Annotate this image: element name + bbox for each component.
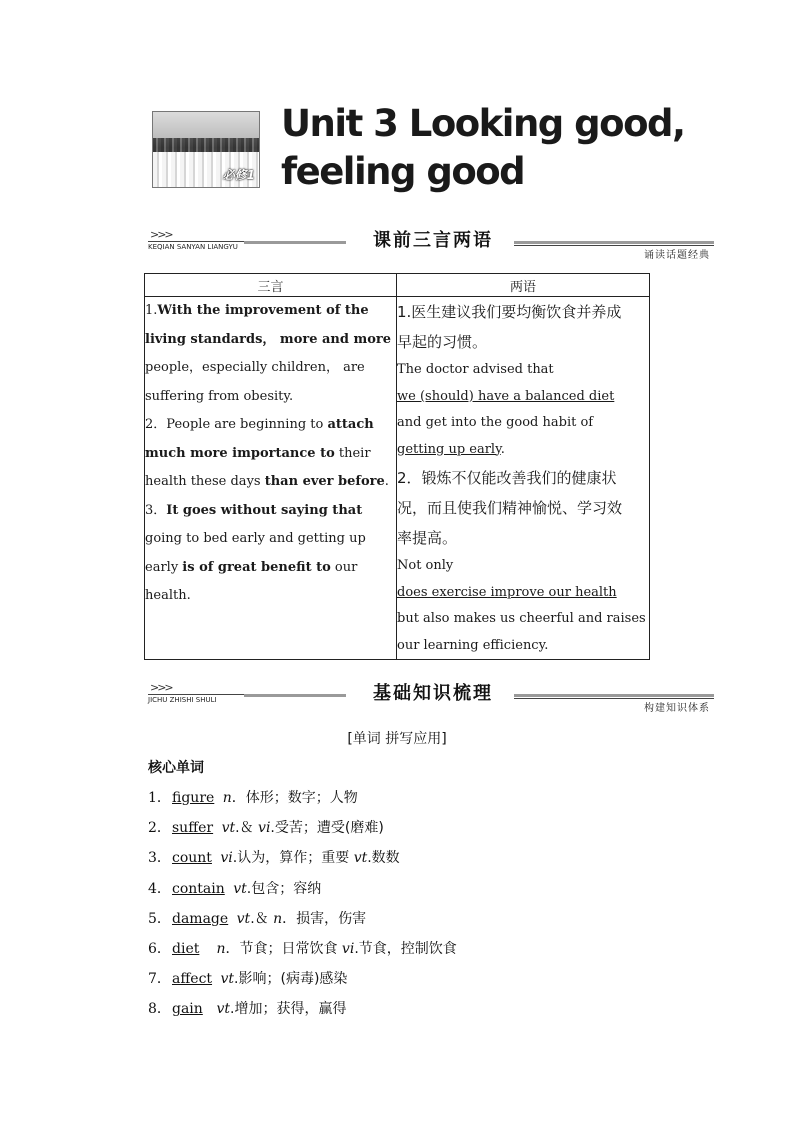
vocab-definition: ．损害，伤害 <box>282 910 367 927</box>
section-pinyin: KEQIAN SANYAN LIANGYU <box>148 243 238 251</box>
sentence-2-chinese: 率提高。 <box>397 529 458 547</box>
unit-title-line-2: feeling good <box>281 150 525 193</box>
treeline-graphic <box>153 138 259 152</box>
sentence-2-english: our learning efficiency. <box>397 637 549 653</box>
phrase-item-1: 1.With the improvement of the living standards， more and more people，especially children， are suffering from obesity. <box>145 303 392 404</box>
vocab-number: 3． <box>148 850 171 867</box>
phrase-item-3: 3．It goes without saying that going to bed early and getting up early is of great benefit to our health. <box>145 502 366 603</box>
divider-rule <box>514 241 714 244</box>
core-words-label: 核心单词 <box>148 760 204 776</box>
vocab-definition: .受苦；遭受(磨难) <box>270 820 384 837</box>
divider-rule <box>514 694 714 697</box>
part-of-speech: vt <box>353 850 368 867</box>
section-header-preclass <box>148 226 714 261</box>
vocab-subheading: [单词 拼写应用] <box>347 731 447 747</box>
answer-blank: does exercise improve our health <box>397 584 617 600</box>
vocab-definition: .影响；(病毒)感染 <box>234 971 348 988</box>
unit-title <box>281 100 701 196</box>
sentence-1-english: getting up early. <box>397 441 505 457</box>
vocab-number: 8． <box>148 1001 171 1018</box>
part-of-speech: vt <box>232 910 251 927</box>
vocab-item <box>148 906 708 936</box>
part-of-speech: n <box>212 940 226 957</box>
part-of-speech: n <box>218 790 232 806</box>
phrase-item-2: 2．People are beginning to attach much more importance to their health these days than ever before. <box>145 417 389 489</box>
sentence-1-chinese: 1.医生建议我们要均衡饮食并养成 <box>397 303 622 321</box>
vocab-item <box>148 876 708 906</box>
vocab-number: 5． <box>148 910 171 927</box>
vocab-definition: .增加；获得，赢得 <box>230 1001 347 1018</box>
sentence-1-english: and get into the good habit of <box>397 415 594 430</box>
vocab-item <box>148 815 708 845</box>
badge-label: 必修1 <box>222 168 255 182</box>
unit-title-line-1: Unit 3 Looking good, <box>281 102 685 145</box>
part-of-speech: vt <box>228 880 247 897</box>
sentence-2-chinese: 2．锻炼不仅能改善我们的健康状 <box>397 469 617 487</box>
vocab-number: 6． <box>148 940 171 957</box>
table-cell-left <box>145 297 397 660</box>
sentence-1-english: The doctor advised that <box>397 362 554 377</box>
vocab-word: count <box>172 850 212 867</box>
answer-blank: we (should) have a balanced diet <box>397 388 615 404</box>
sentence-1-chinese: 早起的习惯。 <box>397 333 488 351</box>
divider-rule <box>244 241 346 244</box>
sentence-2-english: but also makes us cheerful and raises <box>397 611 646 626</box>
vocab-word: contain <box>172 880 225 897</box>
vocab-item <box>148 936 708 966</box>
vocab-number: 7． <box>148 971 171 988</box>
vocab-item <box>148 966 708 996</box>
vocab-item <box>148 845 708 875</box>
table-header-right: 两语 <box>397 274 650 297</box>
part-of-speech: n <box>273 910 283 927</box>
sentence-2-chinese: 况，而且使我们精神愉悦、学习效 <box>397 499 623 517</box>
vocab-definition: .节食，控制饮食 <box>354 940 457 957</box>
table-cell-right <box>397 297 650 660</box>
section-header-basics <box>148 679 714 714</box>
vocab-word: diet <box>172 940 200 957</box>
part-of-speech: vi <box>258 820 271 837</box>
section-heading: 课前三言两语 <box>373 230 493 251</box>
vocab-definition: .认为，算作；重要 <box>232 850 354 867</box>
vocab-definition: .包含；容纳 <box>246 880 322 897</box>
vocab-definition: ．体形；数字；人物 <box>231 790 358 806</box>
table-header-left: 三言 <box>145 274 397 297</box>
chevron-icon: >>> <box>150 228 172 241</box>
vocab-word: damage <box>172 910 229 927</box>
vocab-number: 1． <box>148 790 171 806</box>
vocab-definition: ．节食；日常饮食 <box>225 940 342 957</box>
part-of-speech: vi <box>215 850 233 867</box>
chevron-icon: >>> <box>150 681 172 694</box>
part-of-speech: vt <box>216 971 235 988</box>
answer-blank: getting up early <box>397 441 501 457</box>
vocab-item <box>148 785 708 815</box>
vocab-number: 4． <box>148 880 171 897</box>
sentence-2-english: Not only <box>397 558 454 573</box>
part-of-speech: vi <box>341 940 355 957</box>
vocab-item <box>148 996 708 1026</box>
vocab-word: affect <box>172 971 213 988</box>
vocab-number: 2． <box>148 820 171 837</box>
section-heading: 基础知识梳理 <box>373 683 493 704</box>
vocab-word: gain <box>172 1001 203 1018</box>
vocab-definition: .＆ <box>250 910 274 927</box>
divider-rule <box>244 694 346 697</box>
section-tag: 构建知识体系 <box>644 703 710 714</box>
part-of-speech: vt <box>212 1001 230 1018</box>
word-list <box>148 785 708 1027</box>
part-of-speech: vt <box>217 820 236 837</box>
section-pinyin: JICHU ZHISHI SHULI <box>148 696 217 704</box>
vocab-definition: .＆ <box>235 820 259 837</box>
vocab-word: suffer <box>172 820 214 837</box>
vocab-definition: .数数 <box>367 850 400 867</box>
section-tag: 诵读话题经典 <box>644 250 710 261</box>
vocab-word: figure <box>172 790 215 806</box>
phrase-table <box>144 273 650 660</box>
textbook-badge-image <box>152 111 260 188</box>
